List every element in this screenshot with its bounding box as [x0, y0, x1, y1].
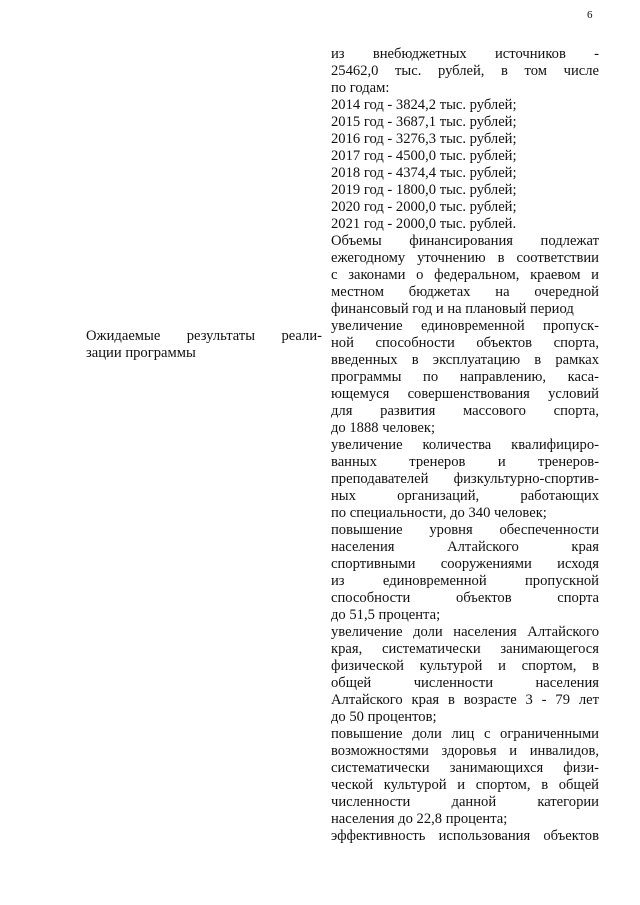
body-text-line: из внебюджетных источников - [331, 46, 599, 62]
body-text-line: до 50 процентов; [331, 709, 437, 725]
body-text-line: Объемы финансирования подлежат [331, 233, 599, 249]
body-text-line: преподавателей физкультурно-спортив- [331, 471, 599, 487]
row-label-line: зации программы [86, 345, 196, 361]
body-text-line: для развития массового спорта, [331, 403, 599, 419]
page-number: 6 [587, 9, 593, 21]
body-text-line: финансовый год и на плановый период [331, 301, 574, 317]
body-text-line: 2020 год - 2000,0 тыс. рублей; [331, 199, 517, 215]
body-text-line: эффективность использования объектов [331, 828, 599, 844]
body-text-line: 2021 год - 2000,0 тыс. рублей. [331, 216, 517, 232]
body-text-line: увеличение единовременной пропуск- [331, 318, 599, 334]
row-label-expected-results [86, 328, 322, 362]
body-text-line: увеличение доли населения Алтайского [331, 624, 599, 640]
row-content-column [331, 46, 599, 845]
body-text-line: с законами о федеральном, краевом и [331, 267, 599, 283]
body-text-line: из единовременной пропускной [331, 573, 599, 589]
body-text-line: ежегодному уточнению в соответствии [331, 250, 599, 266]
body-text-line: по годам: [331, 80, 390, 96]
row-label-line: Ожидаемые результаты реали- [86, 328, 322, 344]
body-text-line: 2016 год - 3276,3 тыс. рублей; [331, 131, 517, 147]
body-text-line: 25462,0 тыс. рублей, в том числе [331, 63, 599, 79]
body-text-line: 2014 год - 3824,2 тыс. рублей; [331, 97, 517, 113]
body-text-line: населения Алтайского края [331, 539, 599, 555]
body-text-line: по специальности, до 340 человек; [331, 505, 547, 521]
body-text-line: до 1888 человек; [331, 420, 436, 436]
body-text-line: ных организаций, работающих [331, 488, 599, 504]
body-text-line: 2019 год - 1800,0 тыс. рублей; [331, 182, 517, 198]
body-text-line: спортивными сооружениями исходя [331, 556, 599, 572]
body-text-line: местном бюджетах на очередной [331, 284, 599, 300]
body-text-line: физической культурой и спортом, в [331, 658, 599, 674]
body-text-line: систематически занимающихся физи- [331, 760, 599, 776]
body-text-line: 2015 год - 3687,1 тыс. рублей; [331, 114, 517, 130]
body-text-line: программы по направлению, каса- [331, 369, 599, 385]
body-text-line: повышение доли лиц с ограниченными [331, 726, 599, 742]
body-text-line: 2018 год - 4374,4 тыс. рублей; [331, 165, 517, 181]
body-text-line: Алтайского края в возрасте 3 - 79 лет [331, 692, 599, 708]
body-text-line: края, систематически занимающегося [331, 641, 599, 657]
body-text-line: ной способности объектов спорта, [331, 335, 599, 351]
body-text-line: увеличение количества квалифициро- [331, 437, 599, 453]
body-text-line: ческой культурой и спортом, в общей [331, 777, 599, 793]
body-text-line: повышение уровня обеспеченности [331, 522, 599, 538]
body-text-line: введенных в эксплуатацию в рамках [331, 352, 599, 368]
body-text-line: 2017 год - 4500,0 тыс. рублей; [331, 148, 517, 164]
body-text-line: ванных тренеров и тренеров- [331, 454, 599, 470]
body-text-line: до 51,5 процента; [331, 607, 441, 623]
body-text-line: численности данной категории [331, 794, 599, 810]
body-text-line: ющемуся совершенствования условий [331, 386, 599, 402]
body-text-line: населения до 22,8 процента; [331, 811, 508, 827]
body-text-line: возможностями здоровья и инвалидов, [331, 743, 599, 759]
body-text-line: общей численности населения [331, 675, 599, 691]
body-text-line: способности объектов спорта [331, 590, 599, 606]
